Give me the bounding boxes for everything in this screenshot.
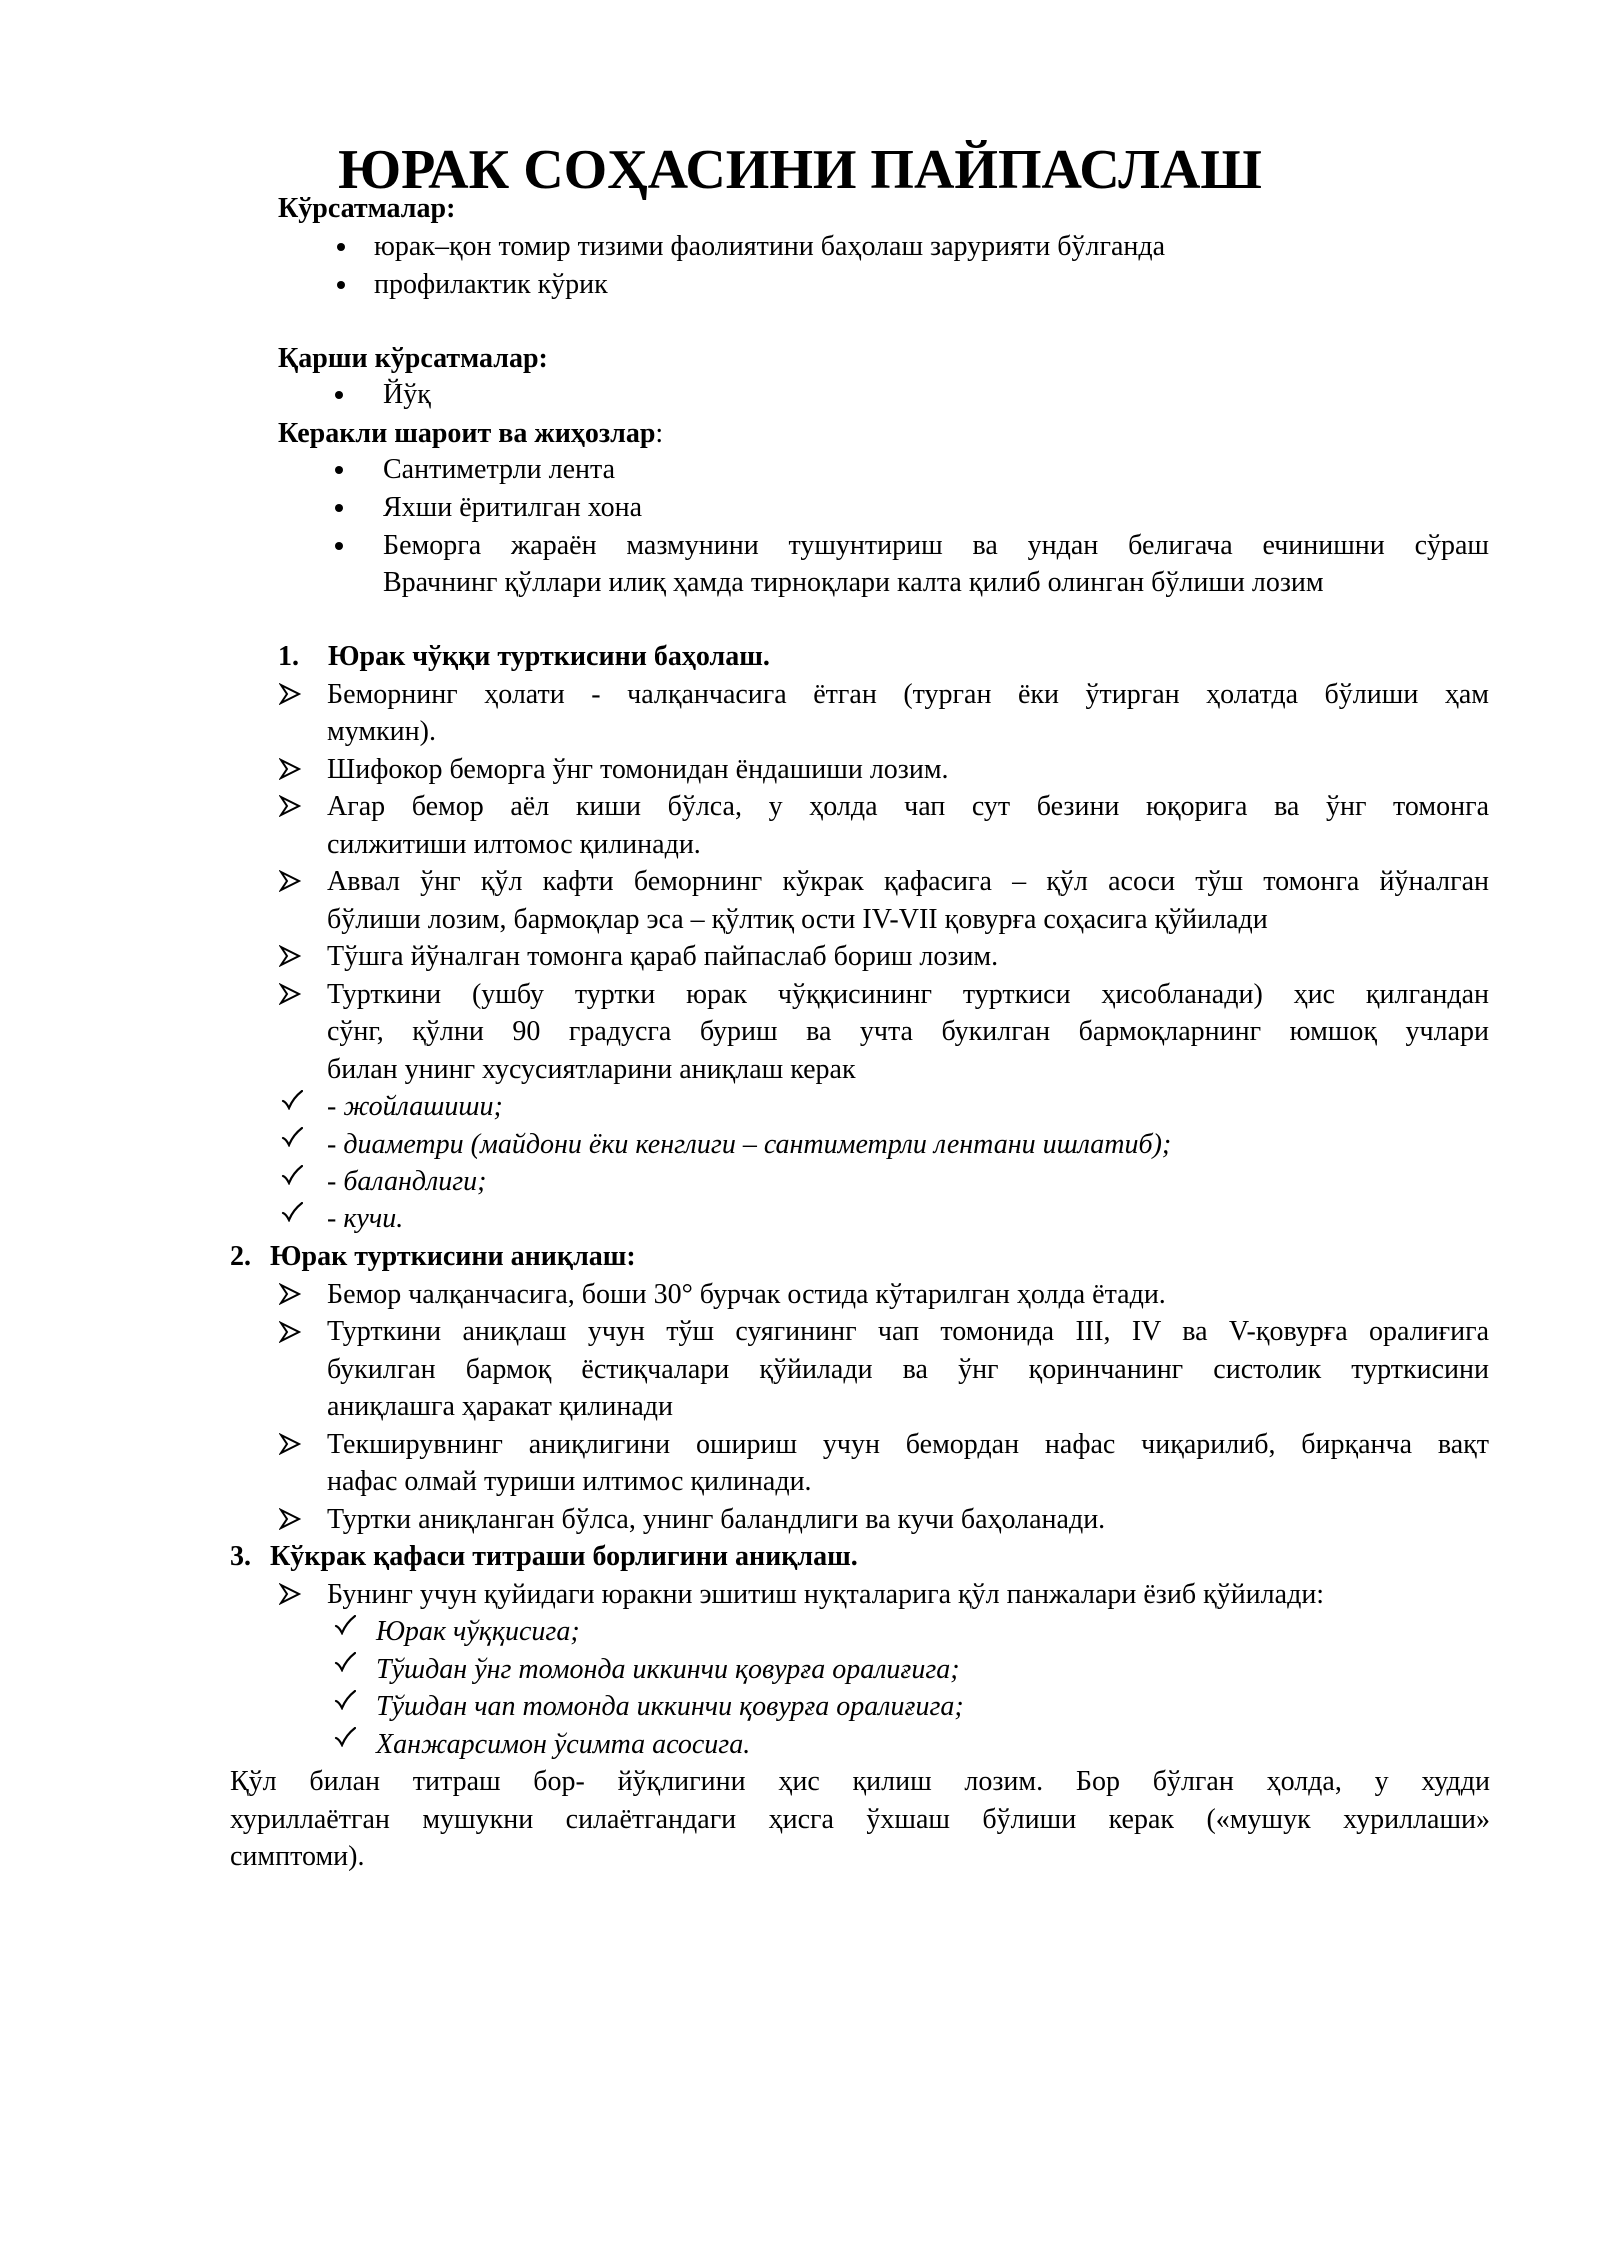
section2-item: Бемор чалқанчасига, боши 30° бурчак остида кўтарилган ҳолда ётади. (327, 1279, 1166, 1310)
section1-check-item: - баландлиги; (327, 1166, 487, 1197)
section2-number: 2. (230, 1241, 251, 1272)
equipment-continuation: Врачнинг қўллари илиқ ҳамда тирноқлари калта қилиб олинган бўлиши лозим (383, 567, 1324, 598)
section1-item: Шифокор беморга ўнг томонидан ёндашиши лозим. (327, 754, 949, 785)
section1-item: Тўшга йўналган томонга қараб пайпаслаб бориш лозим. (327, 941, 999, 972)
section2-item: Турткини аниқлаш учун тўш суягининг чап томонида III, IV ва V-қовурға оралиғига (327, 1316, 1489, 1347)
section2-item-continuation: аниқлашга ҳаракат қилинади (327, 1391, 674, 1422)
section1-item: Беморнинг ҳолати - чалқанчасига ётган (турган ёки ўтирган ҳолатда бўлиши ҳам (327, 679, 1489, 710)
section1-item-continuation: билан унинг хусусиятларини аниқлаш керак (327, 1054, 856, 1085)
section3-check-item: Ханжарсимон ўсимта асосига. (376, 1729, 751, 1760)
section1-check-item: - диаметри (майдони ёки кенглиги – сантиметрли лентани ишлатиб); (327, 1129, 1172, 1160)
section1-item-continuation: бўлиши лозим, бармоқлар эса – қўлтиқ ости IV-VII қовурға соҳасига қўйилади (327, 904, 1268, 935)
section2-item: Туртки аниқланган бўлса, унинг баландлиги ва кучи баҳоланади. (327, 1504, 1106, 1535)
arrow-bullet-icon (279, 983, 301, 1005)
section1-item: Аввал ўнг қўл кафти беморнинг кўкрак қафасига – қўл асоси тўш томонга йўналган (327, 866, 1489, 897)
page-title: ЮРАК СОҲАСИНИ ПАЙПАСЛАШ (338, 139, 1262, 201)
bullet-icon (335, 391, 343, 399)
section1-number: 1. (278, 641, 299, 672)
arrow-bullet-icon (279, 795, 301, 817)
section3-check-item: Тўшдан чап томонда иккинчи қовурға оралиғига; (376, 1691, 964, 1722)
bullet-icon (337, 243, 345, 251)
section3-check-item: Юрак чўққисига; (376, 1616, 580, 1647)
section2-item-continuation: букилган бармоқ ёстиқчалари қўйилади ва ўнг қоринчанинг систолик турткисини (327, 1354, 1489, 1385)
arrow-bullet-icon (279, 945, 301, 967)
indication-item: юрак–қон томир тизими фаолиятини баҳолаш зарурияти бўлганда (374, 231, 1166, 262)
checkmark-icon (334, 1615, 356, 1635)
equipment-item: Беморга жараён мазмунини тушунтириш ва ундан белигача ечинишни сўраш (383, 530, 1489, 561)
closing-line: Қўл билан титраш бор- йўқлигини ҳис қилиш лозим. Бор бўлган ҳолда, у худди (230, 1766, 1490, 1797)
arrow-bullet-icon (279, 1583, 301, 1605)
checkmark-icon (281, 1202, 303, 1222)
arrow-bullet-icon (279, 1433, 301, 1455)
section1-heading: Юрак чўққи турткисини баҳолаш. (328, 641, 770, 672)
checkmark-icon (281, 1127, 303, 1147)
arrow-bullet-icon (279, 1508, 301, 1530)
section3-heading: Кўкрак қафаси титраши борлигини аниқлаш. (270, 1541, 858, 1572)
arrow-bullet-icon (279, 1321, 301, 1343)
section2-heading: Юрак турткисини аниқлаш: (270, 1241, 636, 1272)
section1-check-item: - жойлашиши; (327, 1091, 503, 1122)
section1-item-continuation: мумкин). (327, 716, 436, 747)
contraindications-heading: Қарши кўрсатмалар: (278, 343, 548, 374)
bullet-icon (335, 466, 343, 474)
arrow-bullet-icon (279, 758, 301, 780)
bullet-icon (335, 542, 343, 550)
checkmark-icon (334, 1690, 356, 1710)
section1-item-continuation: сўнг, қўлни 90 градусга буриш ва учта букилган бармоқларнинг юмшоқ учлари (327, 1016, 1489, 1047)
section2-item: Текширувнинг аниқлигини ошириш учун бемордан нафас чиқарилиб, бирқанча вақт (327, 1429, 1489, 1460)
checkmark-icon (281, 1165, 303, 1185)
checkmark-icon (281, 1090, 303, 1110)
arrow-bullet-icon (279, 870, 301, 892)
arrow-bullet-icon (279, 683, 301, 705)
equipment-heading: Керакли шароит ва жиҳозлар: (278, 418, 664, 449)
arrow-bullet-icon (279, 1283, 301, 1305)
closing-paragraph (230, 1763, 1490, 1876)
section3-number: 3. (230, 1541, 251, 1572)
equipment-item: Яхши ёритилган хона (383, 492, 643, 523)
checkmark-icon (334, 1652, 356, 1672)
section2-item-continuation: нафас олмай туриши илтимос қилинади. (327, 1466, 812, 1497)
closing-line: симптоми). (230, 1841, 365, 1872)
section3-item: Бунинг учун қуйидаги юракни эшитиш нуқталарига қўл панжалари ёзиб қўйилади: (327, 1579, 1325, 1610)
checkmark-icon (334, 1727, 356, 1747)
contraindication-item: Йўқ (383, 379, 431, 410)
indications-heading: Кўрсатмалар: (278, 193, 456, 224)
bullet-icon (335, 504, 343, 512)
section1-item: Агар бемор аёл киши бўлса, у ҳолда чап сут безини юқорига ва ўнг томонга (327, 791, 1489, 822)
section3-check-item: Тўшдан ўнг томонда иккинчи қовурға оралиғига; (376, 1654, 960, 1685)
equipment-item: Сантиметрли лента (383, 454, 616, 485)
indication-item: профилактик кўрик (374, 269, 608, 300)
section1-item-continuation: силжитиши илтомос қилинади. (327, 829, 701, 860)
bullet-icon (337, 281, 345, 289)
section1-check-item: - кучи. (327, 1203, 404, 1234)
section1-item: Турткини (ушбу туртки юрак чўққисининг турткиси ҳисобланади) ҳис қилгандан (327, 979, 1489, 1010)
closing-line: хуриллаётган мушукни силаётгандаги ҳисга ўхшаш бўлиши керак («мушук хуриллаши» (230, 1803, 1490, 1835)
